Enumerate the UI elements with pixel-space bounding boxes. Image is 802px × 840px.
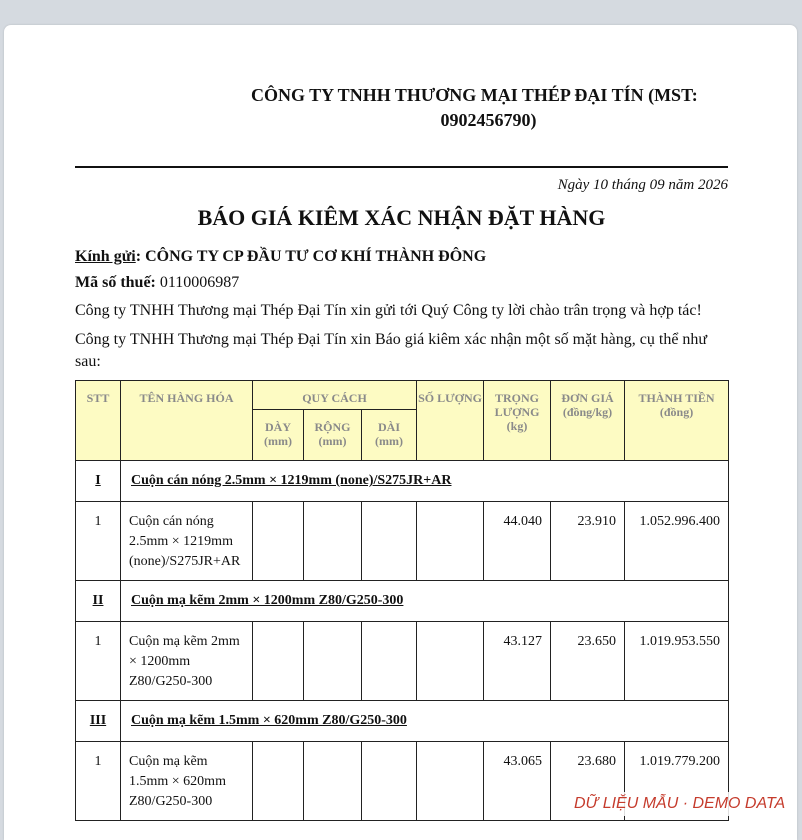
- group-roman: III: [76, 701, 121, 742]
- cell-thickness: [253, 502, 304, 581]
- document-date: Ngày 10 tháng 09 năm 2026: [557, 177, 728, 193]
- cell-price: 23.650: [551, 622, 625, 701]
- header-length: [362, 410, 417, 461]
- cell-weight: 44.040: [484, 502, 551, 581]
- header-price-label: ĐƠN GIÁ: [561, 391, 614, 405]
- cell-length: [362, 622, 417, 701]
- quotation-table: [75, 380, 729, 821]
- cell-qty: [417, 502, 484, 581]
- header-price-unit: (đồng/kg): [562, 405, 613, 419]
- header-price: [551, 381, 625, 461]
- recipient-label: Kính gửi: [75, 248, 136, 265]
- header-thickness-label: DÀY: [265, 420, 291, 434]
- intro-text: Công ty TNHH Thương mại Thép Đại Tín xin Báo giá kiêm xác nhận một số mặt hàng, cụ thể như sau:: [75, 331, 708, 370]
- cell-weight: 43.065: [484, 742, 551, 821]
- cell-total: 1.052.996.400: [625, 502, 729, 581]
- group-row: [76, 581, 729, 622]
- recipient-name: : CÔNG TY CP ĐẦU TƯ CƠ KHÍ THÀNH ĐÔNG: [135, 248, 487, 265]
- cell-weight: 43.127: [484, 622, 551, 701]
- document-title: BÁO GIÁ KIÊM XÁC NHẬN ĐẶT HÀNG: [197, 205, 606, 230]
- cell-name: Cuộn mạ kẽm 1.5mm × 620mm Z80/G250-300: [121, 742, 253, 821]
- table-row: [76, 502, 729, 581]
- header-width-unit: (mm): [318, 434, 347, 448]
- header-weight: [484, 381, 551, 461]
- group-roman: II: [76, 581, 121, 622]
- header-length-unit: (mm): [375, 434, 403, 448]
- cell-qty: [417, 742, 484, 821]
- tax-label: Mã số thuế:: [75, 274, 156, 291]
- header-weight-label: TRỌNG LƯỢNG: [494, 391, 540, 419]
- tax-line: [75, 272, 728, 294]
- cell-thickness: [253, 622, 304, 701]
- header-total-unit: (đồng): [659, 405, 694, 419]
- cell-name: Cuộn cán nóng 2.5mm × 1219mm (none)/S275JR+AR: [121, 502, 253, 581]
- group-row: [76, 461, 729, 502]
- recipient-line: [75, 246, 728, 268]
- company-name-line2: 0902456790): [440, 110, 537, 130]
- cell-length: [362, 502, 417, 581]
- greeting-text: Công ty TNHH Thương mại Thép Đại Tín xin gửi tới Quý Công ty lời chào trân trọng và hợp tác!: [75, 302, 702, 319]
- header-thickness-unit: (mm): [264, 434, 292, 448]
- cell-width: [304, 502, 362, 581]
- header-name: TÊN HÀNG HÓA: [121, 381, 253, 461]
- cell-length: [362, 742, 417, 821]
- header-total-label: THÀNH TIỀN: [638, 391, 715, 405]
- header-qty: SỐ LƯỢNG: [417, 381, 484, 461]
- cell-stt: 1: [76, 502, 121, 581]
- header-length-label: DÀI: [378, 420, 401, 434]
- table-header-row: [76, 381, 729, 410]
- cell-stt: 1: [76, 742, 121, 821]
- cell-price: 23.680: [551, 742, 625, 821]
- header-thickness: [253, 410, 304, 461]
- header-width-label: RỘNG: [314, 420, 351, 434]
- cell-qty: [417, 622, 484, 701]
- cell-price: 23.910: [551, 502, 625, 581]
- cell-width: [304, 622, 362, 701]
- header-total: [625, 381, 729, 461]
- group-roman: I: [76, 461, 121, 502]
- tax-value: 0110006987: [155, 274, 240, 291]
- table-row: [76, 622, 729, 701]
- cell-stt: 1: [76, 622, 121, 701]
- header-weight-unit: (kg): [506, 419, 528, 433]
- cell-thickness: [253, 742, 304, 821]
- cell-total: 1.019.779.200: [625, 742, 729, 821]
- cell-total: 1.019.953.550: [625, 622, 729, 701]
- header-divider: [75, 166, 728, 168]
- group-title: Cuộn mạ kẽm 1.5mm × 620mm Z80/G250-300: [121, 701, 729, 742]
- group-row: [76, 701, 729, 742]
- demo-watermark: DỮ LIỆU MẪU · DEMO DATA: [566, 792, 793, 816]
- cell-width: [304, 742, 362, 821]
- group-title: Cuộn mạ kẽm 2mm × 1200mm Z80/G250-300: [121, 581, 729, 622]
- header-stt: STT: [76, 381, 121, 461]
- header-width: [304, 410, 362, 461]
- group-title: Cuộn cán nóng 2.5mm × 1219mm (none)/S275JR+AR: [121, 461, 729, 502]
- cell-name: Cuộn mạ kẽm 2mm × 1200mm Z80/G250-300: [121, 622, 253, 701]
- header-spec: QUY CÁCH: [253, 381, 417, 410]
- company-header: [76, 83, 726, 133]
- company-name-line1: CÔNG TY TNHH THƯƠNG MẠI THÉP ĐẠI TÍN (MST:: [251, 85, 698, 105]
